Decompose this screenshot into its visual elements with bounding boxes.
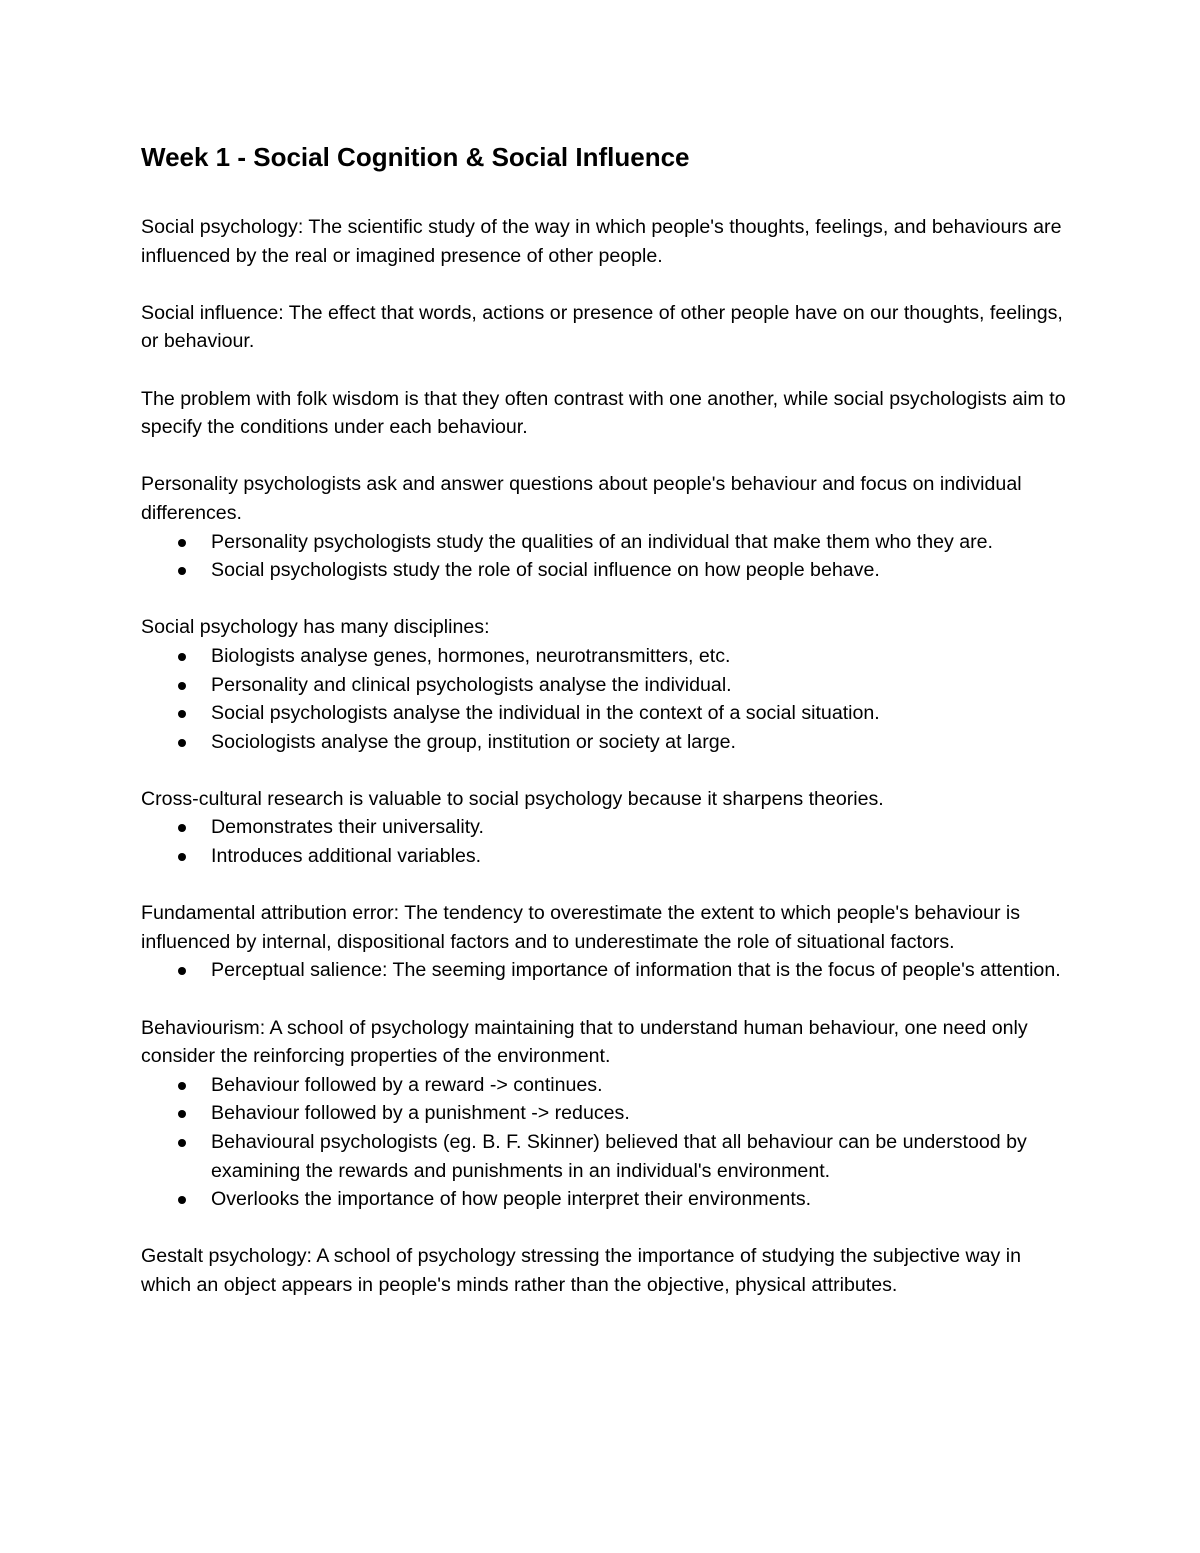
paragraph: Cross-cultural research is valuable to social psychology because it sharpens theories. (141, 787, 884, 810)
list-item-text: Personality and clinical psychologists analyse the individual. (211, 673, 732, 696)
list-item (141, 642, 1070, 671)
list-item (141, 1071, 1070, 1100)
bullet-list (141, 528, 1070, 585)
paragraph: Gestalt psychology: A school of psychology stressing the importance of studying the subjective way in which an object appears in people's minds rather than the objective, physical attributes. (141, 1245, 1022, 1296)
list-item (141, 1099, 1070, 1128)
bullet-icon (178, 853, 186, 861)
list-item (141, 956, 1070, 985)
list-item (141, 528, 1070, 557)
section-block (141, 385, 1070, 442)
list-item-text: Perceptual salience: The seeming importance of information that is the focus of people's attention. (211, 959, 1061, 982)
list-item (141, 842, 1070, 871)
bullet-icon (178, 1139, 186, 1147)
list-item-text: Personality psychologists study the qualities of an individual that make them who they are. (211, 530, 993, 553)
paragraph: Social psychology: The scientific study of the way in which people's thoughts, feelings, and behaviours are influenced by the real or imagined presence of other people. (141, 216, 1062, 267)
paragraph: Fundamental attribution error: The tendency to overestimate the extent to which people's behaviour is influenced by internal, dispositional factors and to underestimate the role of situational factors. (141, 902, 1021, 953)
bullet-icon (178, 1082, 186, 1090)
paragraph: The problem with folk wisdom is that they often contrast with one another, while social psychologists aim to specify the conditions under each behaviour. (141, 387, 1066, 439)
list-item-text: Social psychologists analyse the individual in the context of a social situation. (211, 702, 880, 725)
list-item (141, 1128, 1070, 1185)
paragraph: Behaviourism: A school of psychology maintaining that to understand human behaviour, one need only consider the reinforcing properties of the environment. (141, 1016, 1028, 1068)
list-item-text: Demonstrates their universality. (211, 816, 484, 839)
section-block (141, 1014, 1070, 1214)
section-block (141, 470, 1070, 584)
bullet-icon (178, 539, 186, 547)
list-item (141, 813, 1070, 842)
list-item-text: Behaviour followed by a reward -> continues. (211, 1073, 603, 1096)
paragraph: Social influence: The effect that words, actions or presence of other people have on our thoughts, feelings, or behaviour. (141, 301, 1063, 353)
bullet-icon (178, 1196, 186, 1204)
list-item-text: Behaviour followed by a punishment -> reduces. (211, 1102, 630, 1125)
list-item-text: Behavioural psychologists (eg. B. F. Skinner) believed that all behaviour can be understood by examining the rewards and punishments in an individual's environment. (211, 1131, 1027, 1182)
list-item (141, 699, 1070, 728)
list-item-text: Introduces additional variables. (211, 845, 482, 868)
section-block (141, 785, 1070, 871)
list-item-text: Sociologists analyse the group, institution or society at large. (211, 730, 736, 753)
bullet-list (141, 1071, 1070, 1214)
list-item (141, 1185, 1070, 1214)
bullet-icon (178, 824, 186, 832)
list-item (141, 671, 1070, 700)
bullet-list (141, 813, 1070, 870)
list-item-text: Biologists analyse genes, hormones, neurotransmitters, etc. (211, 644, 731, 667)
bullet-icon (178, 653, 186, 661)
paragraph: Personality psychologists ask and answer questions about people's behaviour and focus on individual differences. (141, 473, 1022, 524)
bullet-icon (178, 967, 186, 975)
section-block (141, 1242, 1070, 1299)
bullet-icon (178, 682, 186, 690)
list-item (141, 556, 1070, 585)
list-item-text: Social psychologists study the role of social influence on how people behave. (211, 559, 880, 582)
bullet-icon (178, 567, 186, 575)
page-title: Week 1 - Social Cognition & Social Influence (141, 142, 690, 172)
list-item-text: Overlooks the importance of how people interpret their environments. (211, 1188, 812, 1211)
bullet-icon (178, 739, 186, 747)
section-block (141, 299, 1070, 356)
bullet-list (141, 642, 1070, 756)
section-block (141, 613, 1070, 756)
list-item (141, 728, 1070, 757)
section-block (141, 899, 1070, 985)
bullet-list (141, 956, 1070, 985)
bullet-icon (178, 1110, 186, 1118)
bullet-icon (178, 710, 186, 718)
section-block (141, 213, 1070, 270)
paragraph: Social psychology has many disciplines: (141, 616, 490, 639)
